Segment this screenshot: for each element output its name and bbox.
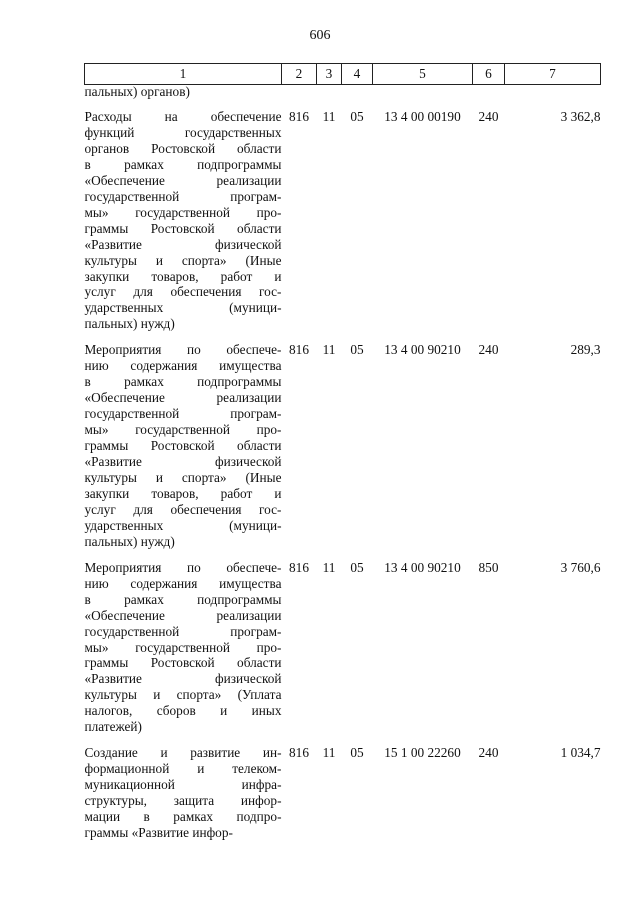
description-line: Мероприятия по обеспече- — [84, 559, 282, 575]
description-line: мы» государственной про- — [84, 639, 282, 655]
section-code: 11 — [322, 745, 336, 761]
description-line: структуры, защита инфор- — [84, 793, 282, 809]
description-line: муникационной инфра- — [84, 777, 282, 793]
table-header-row — [85, 64, 601, 85]
description-line: Расходы на обеспечение — [84, 109, 282, 124]
description-line: мации в рамках подпро- — [84, 809, 282, 825]
target-article: 13 4 00 00190 — [384, 109, 461, 124]
row-description — [85, 550, 282, 735]
empty-cell — [282, 85, 317, 100]
description-line: Создание и развитие ин- — [84, 745, 282, 761]
amount: 3 760,6 — [560, 559, 601, 575]
table-row — [85, 332, 601, 549]
description-line: культуры и спорта» (Иные — [84, 252, 282, 268]
description-line: в рамках подпрограммы — [84, 374, 282, 390]
row-description — [85, 735, 282, 841]
subsection-code: 05 — [350, 745, 364, 761]
description-line: государственной програм- — [84, 623, 282, 639]
description-line: ударственных (муници- — [84, 300, 282, 316]
empty-cell — [505, 85, 601, 100]
description-line: мы» государственной про- — [84, 422, 282, 438]
description-line: «Развитие физической — [84, 236, 282, 252]
description-line: нию содержания имущества — [84, 575, 282, 591]
empty-cell — [317, 85, 342, 100]
amount: 3 362,8 — [560, 109, 601, 124]
page-number: 606 — [309, 28, 331, 43]
ministry-code: 816 — [289, 342, 309, 358]
description-line: пальных) органов) — [84, 84, 190, 99]
header-col-4: 4 — [342, 64, 373, 85]
expense-type: 850 — [478, 559, 499, 575]
description-line: формационной и телеком- — [84, 761, 282, 777]
description-line: граммы Ростовской области — [84, 438, 282, 454]
amount: 289,3 — [570, 342, 601, 358]
description-line: закупки товаров, работ и — [84, 268, 282, 284]
row-description — [85, 332, 282, 549]
row-description — [85, 99, 282, 332]
description-line: «Развитие физической — [84, 454, 282, 470]
description-line: закупки товаров, работ и — [84, 485, 282, 501]
description-line: «Обеспечение реализации — [84, 607, 282, 623]
expense-type: 240 — [478, 745, 499, 761]
header-col-5: 5 — [373, 64, 473, 85]
description-line: нию содержания имущества — [84, 358, 282, 374]
description-line: пальных) нужд) — [84, 533, 175, 549]
ministry-code: 816 — [289, 745, 309, 761]
ministry-code: 816 — [289, 559, 309, 575]
expense-type: 240 — [478, 342, 499, 358]
header-col-2: 2 — [282, 64, 317, 85]
continuation-description — [85, 85, 282, 100]
description-line: услуг для обеспечения гос- — [84, 284, 282, 300]
description-line: «Обеспечение реализации — [84, 390, 282, 406]
description-line: государственной програм- — [84, 406, 282, 422]
table-row — [85, 99, 601, 332]
subsection-code: 05 — [350, 342, 364, 358]
continuation-row — [85, 85, 601, 100]
section-code: 11 — [322, 342, 336, 358]
budget-table — [84, 63, 601, 841]
description-line: функций государственных — [84, 124, 282, 140]
description-line: государственной програм- — [84, 188, 282, 204]
empty-cell — [373, 85, 473, 100]
ministry-code: 816 — [289, 109, 309, 124]
description-line: налогов, сборов и иных — [84, 703, 282, 719]
target-article: 13 4 00 90210 — [384, 342, 461, 358]
target-article: 13 4 00 90210 — [384, 559, 461, 575]
description-line: «Развитие физической — [84, 671, 282, 687]
description-line: в рамках подпрограммы — [84, 156, 282, 172]
description-line: культуры и спорта» (Уплата — [84, 687, 282, 703]
subsection-code: 05 — [350, 109, 364, 124]
target-article: 15 1 00 22260 — [384, 745, 461, 761]
empty-cell — [342, 85, 373, 100]
header-col-7: 7 — [505, 64, 601, 85]
empty-cell — [473, 85, 505, 100]
expense-type: 240 — [478, 109, 499, 124]
description-line: пальных) нужд) — [84, 316, 175, 332]
description-line: граммы Ростовской области — [84, 220, 282, 236]
description-line: «Обеспечение реализации — [84, 172, 282, 188]
header-col-6: 6 — [473, 64, 505, 85]
description-line: граммы «Развитие инфор- — [84, 824, 233, 840]
amount: 1 034,7 — [560, 745, 601, 761]
table-row — [85, 550, 601, 735]
description-line: в рамках подпрограммы — [84, 591, 282, 607]
description-line: культуры и спорта» (Иные — [84, 469, 282, 485]
description-line: мы» государственной про- — [84, 204, 282, 220]
description-line: органов Ростовской области — [84, 140, 282, 156]
description-line: услуг для обеспечения гос- — [84, 501, 282, 517]
description-line: ударственных (муници- — [84, 517, 282, 533]
description-line: Мероприятия по обеспече- — [84, 342, 282, 358]
section-code: 11 — [322, 109, 336, 124]
description-line: граммы Ростовской области — [84, 655, 282, 671]
section-code: 11 — [322, 559, 336, 575]
header-col-1: 1 — [85, 64, 282, 85]
subsection-code: 05 — [350, 559, 364, 575]
table-row — [85, 735, 601, 841]
description-line: платежей) — [84, 719, 142, 735]
header-col-3: 3 — [317, 64, 342, 85]
